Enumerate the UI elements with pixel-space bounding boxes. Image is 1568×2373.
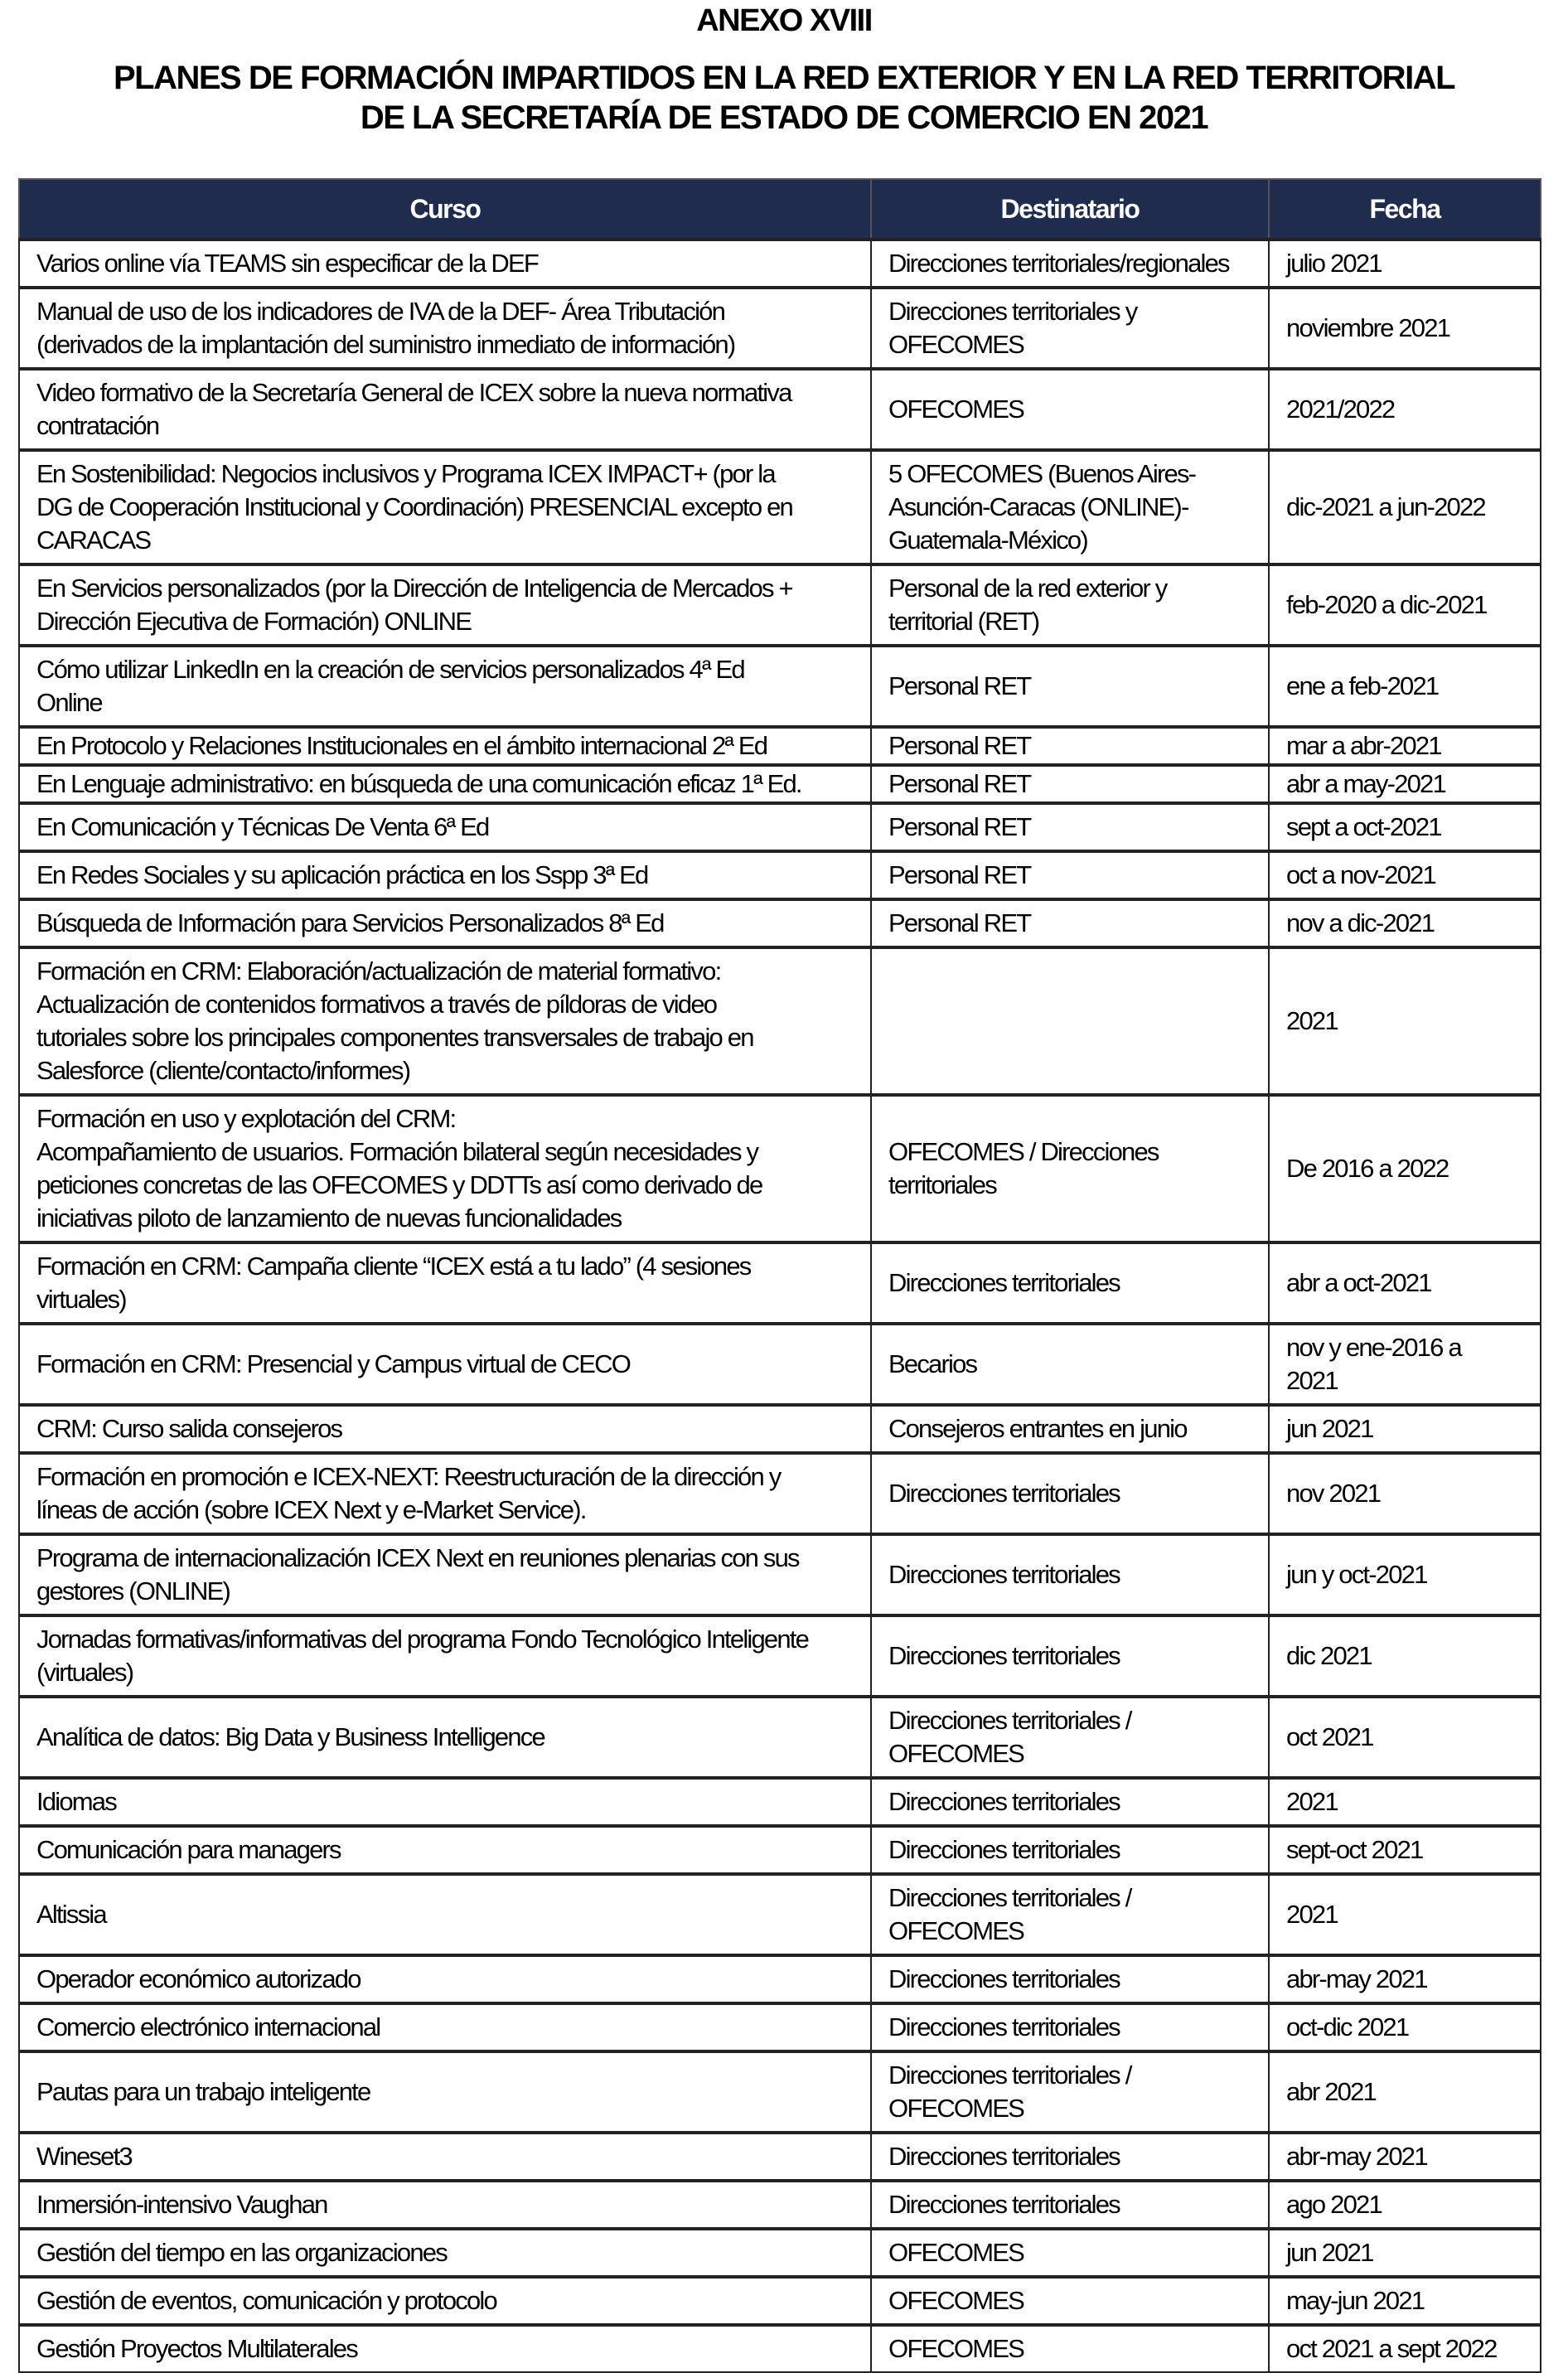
table-row xyxy=(19,2229,1541,2277)
destinatario-cell xyxy=(871,947,1269,1095)
table-row xyxy=(19,1826,1541,1874)
curso-cell: Idiomas xyxy=(19,1778,871,1826)
destinatario-cell: OFECOMES xyxy=(871,2229,1269,2277)
destinatario-cell: Direcciones territoriales y OFECOMES xyxy=(871,288,1269,369)
table-row xyxy=(19,1405,1541,1453)
destinatario-cell: Personal RET xyxy=(871,899,1269,947)
destinatario-cell: Personal RET xyxy=(871,727,1269,765)
destinatario-cell: Direcciones territoriales xyxy=(871,1534,1269,1615)
curso-cell: Programa de internacionalización ICEX Next en reuniones plenarias con sus gestores (ONLINE) xyxy=(19,1534,871,1615)
table-header-row xyxy=(19,179,1541,240)
destinatario-cell: Direcciones territoriales xyxy=(871,1615,1269,1697)
fecha-cell: jun 2021 xyxy=(1269,1405,1541,1453)
curso-cell: Comunicación para managers xyxy=(19,1826,871,1874)
destinatario-cell: Direcciones territoriales / OFECOMES xyxy=(871,1697,1269,1778)
fecha-cell: ene a feb-2021 xyxy=(1269,646,1541,727)
curso-cell: En Lenguaje administrativo: en búsqueda de una comunicación eficaz 1ª Ed. xyxy=(19,765,871,803)
destinatario-cell: OFECOMES xyxy=(871,2277,1269,2325)
fecha-cell: jun 2021 xyxy=(1269,2229,1541,2277)
fecha-cell: abr-may 2021 xyxy=(1269,1955,1541,2003)
destinatario-cell: Direcciones territoriales xyxy=(871,1778,1269,1826)
fecha-cell: abr-may 2021 xyxy=(1269,2133,1541,2181)
destinatario-cell: Becarios xyxy=(871,1324,1269,1405)
destinatario-cell: Personal RET xyxy=(871,851,1269,899)
table-row xyxy=(19,1615,1541,1697)
curso-cell: En Comunicación y Técnicas De Venta 6ª Ed xyxy=(19,803,871,851)
fecha-cell: De 2016 a 2022 xyxy=(1269,1095,1541,1242)
fecha-cell: feb-2020 a dic-2021 xyxy=(1269,564,1541,646)
fecha-cell: nov a dic-2021 xyxy=(1269,899,1541,947)
fecha-cell: may-jun 2021 xyxy=(1269,2277,1541,2325)
table-row xyxy=(19,646,1541,727)
fecha-cell: oct-dic 2021 xyxy=(1269,2003,1541,2051)
destinatario-cell: Direcciones territoriales xyxy=(871,2003,1269,2051)
destinatario-cell: Direcciones territoriales xyxy=(871,1826,1269,1874)
table-row xyxy=(19,1242,1541,1324)
fecha-cell: oct a nov-2021 xyxy=(1269,851,1541,899)
curso-cell: Formación en promoción e ICEX-NEXT: Reestructuración de la dirección y líneas de acción (sobre ICEX Next y e-Market Service). xyxy=(19,1453,871,1534)
destinatario-cell: Direcciones territoriales xyxy=(871,1955,1269,2003)
fecha-cell: dic 2021 xyxy=(1269,1615,1541,1697)
table-row xyxy=(19,1534,1541,1615)
curso-cell: En Servicios personalizados (por la Dirección de Inteligencia de Mercados + Dirección Ejecutiva de Formación) ONLINE xyxy=(19,564,871,646)
curso-cell: Comercio electrónico internacional xyxy=(19,2003,871,2051)
curso-cell: Operador económico autorizado xyxy=(19,1955,871,2003)
table-row xyxy=(19,2325,1541,2372)
curso-cell: En Sostenibilidad: Negocios inclusivos y Programa ICEX IMPACT+ (por la DG de Cooperación Institucional y Coordinación) PRESENCIAL excepto en CARACAS xyxy=(19,450,871,564)
destinatario-cell: 5 OFECOMES (Buenos Aires- Asunción-Caracas (ONLINE)- Guatemala-México) xyxy=(871,450,1269,564)
table-row xyxy=(19,1874,1541,1955)
fecha-cell: sept a oct-2021 xyxy=(1269,803,1541,851)
destinatario-cell: OFECOMES / Direcciones territoriales xyxy=(871,1095,1269,1242)
fecha-cell: jun y oct-2021 xyxy=(1269,1534,1541,1615)
table-row xyxy=(19,1697,1541,1778)
table-row xyxy=(19,765,1541,803)
table-row xyxy=(19,564,1541,646)
curso-cell: Manual de uso de los indicadores de IVA de la DEF- Área Tributación (derivados de la implantación del suministro inmediato de información) xyxy=(19,288,871,369)
curso-cell: Varios online vía TEAMS sin especificar de la DEF xyxy=(19,240,871,288)
fecha-cell: julio 2021 xyxy=(1269,240,1541,288)
table-row xyxy=(19,1095,1541,1242)
fecha-cell: 2021 xyxy=(1269,1874,1541,1955)
curso-cell: Video formativo de la Secretaría General de ICEX sobre la nueva normativa contratación xyxy=(19,369,871,450)
fecha-cell: nov 2021 xyxy=(1269,1453,1541,1534)
fecha-cell: ago 2021 xyxy=(1269,2181,1541,2229)
destinatario-cell: Direcciones territoriales xyxy=(871,1453,1269,1534)
fecha-cell: 2021 xyxy=(1269,947,1541,1095)
fecha-cell: abr 2021 xyxy=(1269,2051,1541,2133)
table-row xyxy=(19,450,1541,564)
destinatario-cell: Direcciones territoriales / OFECOMES xyxy=(871,1874,1269,1955)
table-row xyxy=(19,288,1541,369)
table-row xyxy=(19,240,1541,288)
curso-cell: Altissia xyxy=(19,1874,871,1955)
curso-cell: Gestión Proyectos Multilaterales xyxy=(19,2325,871,2372)
curso-cell: Gestión del tiempo en las organizaciones xyxy=(19,2229,871,2277)
training-plans-table xyxy=(18,178,1541,2373)
annex-title: ANEXO XVIII xyxy=(696,3,872,38)
curso-cell: Formación en CRM: Presencial y Campus virtual de CECO xyxy=(19,1324,871,1405)
table-row xyxy=(19,803,1541,851)
column-header-curso: Curso xyxy=(19,179,871,240)
curso-cell: Búsqueda de Información para Servicios Personalizados 8ª Ed xyxy=(19,899,871,947)
curso-cell: Formación en uso y explotación del CRM: Acompañamiento de usuarios. Formación bilateral según necesidades y peticiones concretas de las OFECOMES y DDTTs así como derivado de iniciativas piloto de lanzamiento de nuevas funcionalidades xyxy=(19,1095,871,1242)
curso-cell: Formación en CRM: Elaboración/actualización de material formativo: Actualización de contenidos formativos a través de píldoras de video tutoriales sobre los principales componentes transversales de trabajo en Salesforce (cliente/contacto/informes) xyxy=(19,947,871,1095)
table-row xyxy=(19,727,1541,765)
destinatario-cell: OFECOMES xyxy=(871,369,1269,450)
destinatario-cell: Personal RET xyxy=(871,803,1269,851)
destinatario-cell: Direcciones territoriales xyxy=(871,1242,1269,1324)
fecha-cell: 2021 xyxy=(1269,1778,1541,1826)
destinatario-cell: Direcciones territoriales/regionales xyxy=(871,240,1269,288)
curso-cell: Pautas para un trabajo inteligente xyxy=(19,2051,871,2133)
table-row xyxy=(19,2277,1541,2325)
curso-cell: Wineset3 xyxy=(19,2133,871,2181)
fecha-cell: abr a may-2021 xyxy=(1269,765,1541,803)
column-header-fecha: Fecha xyxy=(1269,179,1541,240)
destinatario-cell: Direcciones territoriales / OFECOMES xyxy=(871,2051,1269,2133)
table-row xyxy=(19,2133,1541,2181)
curso-cell: CRM: Curso salida consejeros xyxy=(19,1405,871,1453)
destinatario-cell: Direcciones territoriales xyxy=(871,2133,1269,2181)
curso-cell: Formación en CRM: Campaña cliente “ICEX está a tu lado” (4 sesiones virtuales) xyxy=(19,1242,871,1324)
fecha-cell: sept-oct 2021 xyxy=(1269,1826,1541,1874)
table-row xyxy=(19,899,1541,947)
table-row xyxy=(19,1955,1541,2003)
destinatario-cell: Direcciones territoriales xyxy=(871,2181,1269,2229)
fecha-cell: 2021/2022 xyxy=(1269,369,1541,450)
destinatario-cell: Personal de la red exterior y territorial (RET) xyxy=(871,564,1269,646)
fecha-cell: oct 2021 xyxy=(1269,1697,1541,1778)
curso-cell: Cómo utilizar LinkedIn en la creación de servicios personalizados 4ª Ed Online xyxy=(19,646,871,727)
table-row xyxy=(19,2181,1541,2229)
document-title: PLANES DE FORMACIÓN IMPARTIDOS EN LA RED EXTERIOR Y EN LA RED TERRITORIAL DE LA SECRETARÍA DE ESTADO DE COMERCIO EN 2021 xyxy=(113,60,1455,136)
fecha-cell: oct 2021 a sept 2022 xyxy=(1269,2325,1541,2372)
curso-cell: Analítica de datos: Big Data y Business Intelligence xyxy=(19,1697,871,1778)
fecha-cell: nov y ene-2016 a 2021 xyxy=(1269,1324,1541,1405)
destinatario-cell: Personal RET xyxy=(871,765,1269,803)
fecha-cell: mar a abr-2021 xyxy=(1269,727,1541,765)
column-header-destinatario: Destinatario xyxy=(871,179,1269,240)
fecha-cell: dic-2021 a jun-2022 xyxy=(1269,450,1541,564)
table-row xyxy=(19,947,1541,1095)
curso-cell: Inmersión-intensivo Vaughan xyxy=(19,2181,871,2229)
curso-cell: En Redes Sociales y su aplicación práctica en los Sspp 3ª Ed xyxy=(19,851,871,899)
destinatario-cell: Consejeros entrantes en junio xyxy=(871,1405,1269,1453)
table-row xyxy=(19,2051,1541,2133)
table-row xyxy=(19,1324,1541,1405)
fecha-cell: noviembre 2021 xyxy=(1269,288,1541,369)
table-row xyxy=(19,1453,1541,1534)
destinatario-cell: Personal RET xyxy=(871,646,1269,727)
curso-cell: Gestión de eventos, comunicación y protocolo xyxy=(19,2277,871,2325)
curso-cell: En Protocolo y Relaciones Institucionales en el ámbito internacional 2ª Ed xyxy=(19,727,871,765)
table-row xyxy=(19,369,1541,450)
table-row xyxy=(19,851,1541,899)
curso-cell: Jornadas formativas/informativas del programa Fondo Tecnológico Inteligente (virtuales) xyxy=(19,1615,871,1697)
fecha-cell: abr a oct-2021 xyxy=(1269,1242,1541,1324)
table-row xyxy=(19,2003,1541,2051)
table-row xyxy=(19,1778,1541,1826)
destinatario-cell: OFECOMES xyxy=(871,2325,1269,2372)
